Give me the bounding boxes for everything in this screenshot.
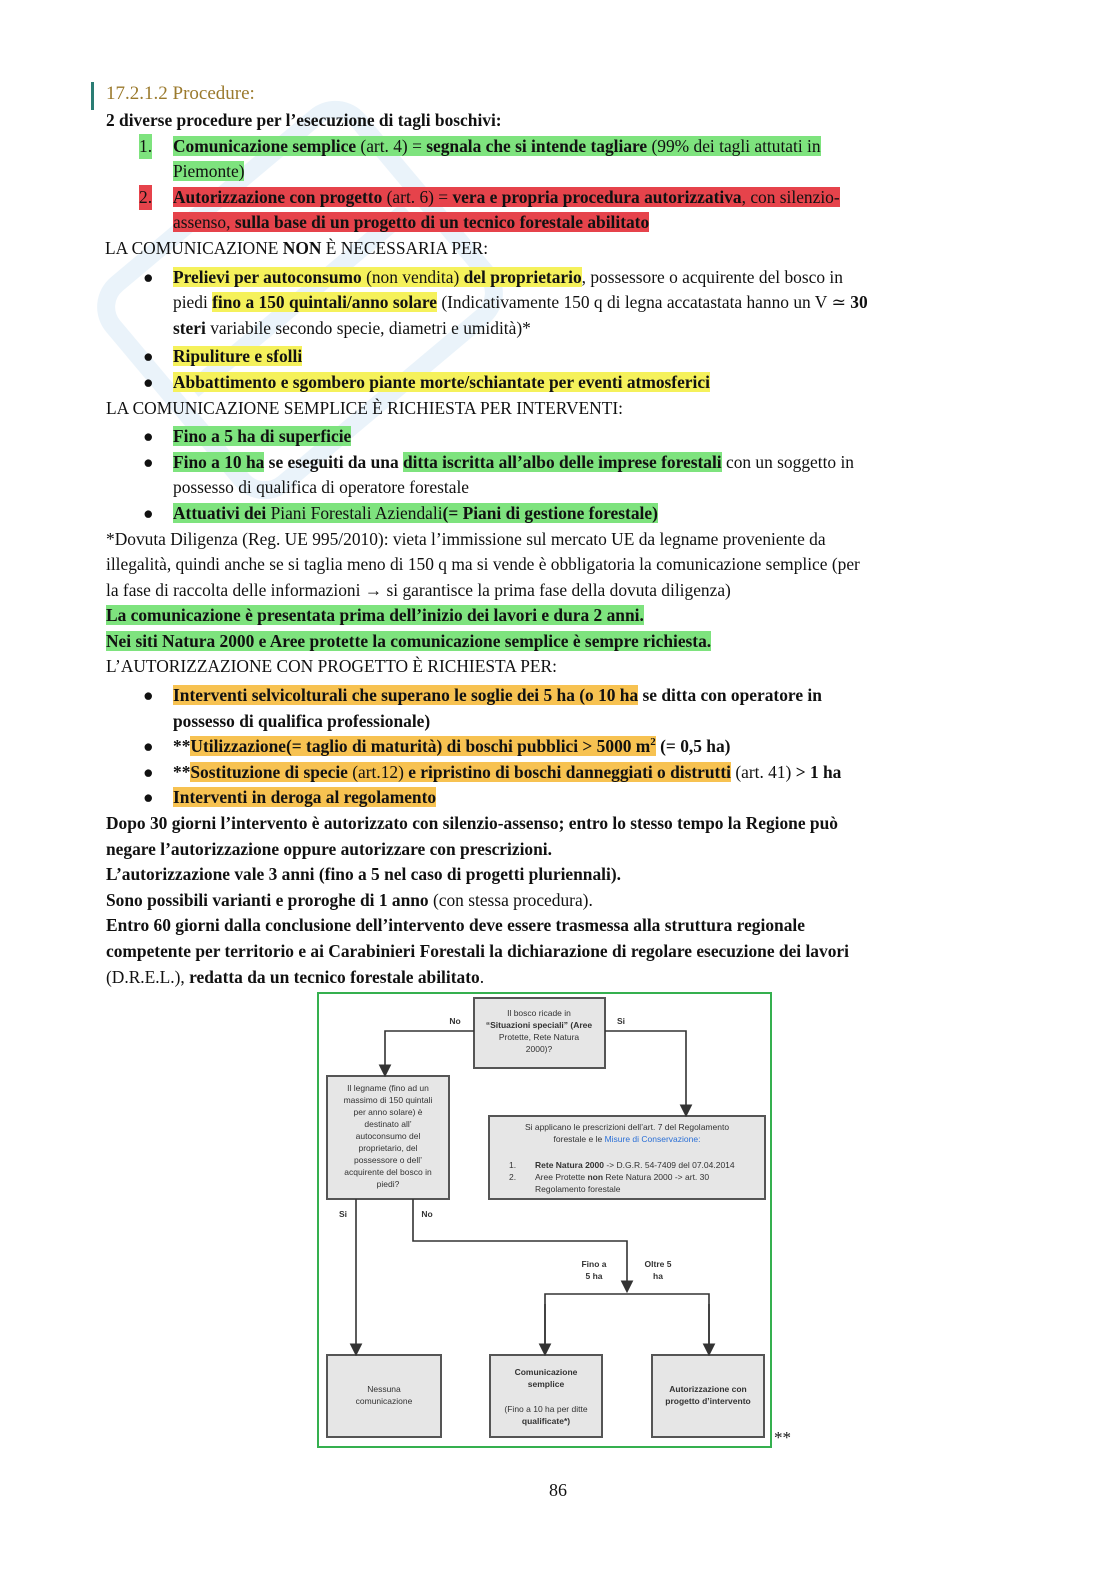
flow-text: possessore o dell’: [353, 1155, 423, 1165]
document-body: [106, 80, 1006, 990]
item-text: Fino a 5 ha di superficie: [173, 426, 352, 447]
procedure-desc: segnala che si intende tagliare: [426, 135, 648, 156]
figure-footnote-mark: **: [774, 1428, 791, 1447]
item-text: 30: [850, 292, 868, 313]
item-text: Prelievi per autoconsumo: [173, 266, 362, 287]
list-item: [106, 450, 1006, 501]
procedure-ref: (art. 4) =: [356, 135, 427, 156]
flow-label-fino: 5 ha: [585, 1271, 603, 1281]
item-text: (non vendita): [361, 266, 464, 287]
paragraph-line: L’autorizzazione vale 3 anni (fino a 5 nel caso di progetti pluriennali).: [106, 864, 621, 885]
list-item: [106, 424, 1006, 450]
bullet-icon: ●: [143, 266, 154, 287]
green-note: La comunicazione è presentata prima dell’inizio dei lavori e dura 2 anni.: [106, 605, 644, 626]
section-heading: [106, 80, 1006, 108]
item-text: Utilizzazione(= taglio di maturità) di boschi pubblici > 5000 m: [190, 736, 651, 757]
procedure-basis: sulla base di un progetto di un tecnico forestale abilitato: [234, 212, 650, 233]
item-text: (Indicativamente 150 q di legna accatastata hanno un V ≃: [436, 292, 851, 313]
list-item: [106, 370, 1006, 396]
flow-text: Autorizzazione con: [669, 1384, 747, 1394]
diligenza-line: *Dovuta Diligenza (Reg. UE 995/2010): vieta l’immissione sul mercato UE da legname proveniente da: [106, 528, 826, 549]
flow-text: -> D.G.R. 54-7409 del 07.04.2014: [603, 1160, 735, 1170]
flow-text: per anno solare) è: [353, 1107, 423, 1117]
flow-text: (Fino a 10 ha per ditte: [504, 1404, 588, 1414]
item-text: piedi: [173, 292, 213, 313]
flow-text: acquirente del bosco in: [344, 1167, 432, 1177]
item-text: (art. 41): [730, 761, 796, 782]
procedure-note-cont: assenso,: [173, 212, 235, 233]
bullet-icon: ●: [143, 736, 154, 757]
flow-text: massimo di 150 quintali: [343, 1095, 433, 1105]
item-text: se eseguiti da una: [264, 451, 403, 472]
flow-link-text: Misure di Conservazione:: [604, 1134, 701, 1144]
heading-text: 17.2.1.2 Procedure:: [106, 83, 255, 104]
list-item: [106, 501, 1006, 527]
paragraph-line: Entro 60 giorni dalla conclusione dell’intervento deve essere trasmessa alla struttura regionale: [106, 915, 805, 936]
procedure-desc: vera e propria procedura autorizzativa: [452, 186, 742, 207]
flow-text: proprietario, del: [358, 1143, 418, 1153]
bullet-icon: ●: [143, 502, 154, 523]
flow-text: Regolamento forestale: [535, 1184, 621, 1194]
paragraph-text: Sono possibili varianti e proroghe di 1 anno: [106, 889, 429, 910]
flow-text: Nessuna: [367, 1384, 401, 1394]
item-text: (= Piani di gestione forestale): [442, 502, 658, 523]
bullet-icon: ●: [143, 761, 154, 782]
flow-text: Si applicano le prescrizioni dell’art. 7 del Regolamento: [524, 1122, 730, 1132]
flow-text: 2000)?: [525, 1044, 553, 1054]
bullet-icon: ●: [143, 371, 154, 392]
procedure-note: (99% dei tagli attutati in: [647, 135, 821, 156]
flow-text: Comunicazione: [514, 1367, 578, 1377]
flow-label-fino: Fino a: [581, 1259, 607, 1269]
bullet-icon: ●: [143, 426, 154, 447]
procedure-note-cont: Piemonte): [173, 161, 245, 182]
flow-label-oltre: ha: [653, 1271, 663, 1281]
item-text: Interventi selvicolturali che superano le soglie dei 5 ha (o 10 ha: [173, 685, 639, 706]
flow-text: autoconsumo del: [355, 1131, 421, 1141]
item-text: variabile secondo specie, diametri e umidità)*: [205, 317, 531, 338]
procedure-ref: (art. 6) =: [382, 186, 453, 207]
flow-text: non: [587, 1172, 604, 1182]
list-item: [106, 785, 1006, 811]
item-text: se ditta con operatore in: [638, 685, 822, 706]
flow-label-si: Si: [338, 1209, 348, 1219]
item-text: Sostituzione di specie: [190, 761, 348, 782]
flow-text: semplice: [527, 1379, 565, 1389]
arrow-no: [385, 1031, 474, 1074]
procedure-title: Comunicazione semplice: [173, 135, 357, 156]
flow-label-no: No: [421, 1209, 433, 1219]
item-text: Piani Forestali Aziendali: [266, 502, 443, 523]
list-item: [106, 734, 1006, 760]
diligenza-line: illegalità, quindi anche se si taglia meno di 150 q ma si vende è obbligatoria la comunicazione semplice (per: [106, 554, 860, 575]
flow-text: Protette, Rete Natura: [498, 1032, 580, 1042]
flowchart-figure: [317, 992, 772, 1448]
branch-line: [545, 1294, 709, 1353]
list-number: 1.: [139, 134, 152, 160]
diligenza-line: la fase di raccolta delle informazioni → si garantisce la prima fase della dovuta diligenza): [106, 579, 731, 600]
arrow-si: [605, 1031, 686, 1114]
flow-label-no: No: [449, 1016, 461, 1026]
flowchart-svg: [319, 994, 770, 1446]
autorizzazione-title: L’AUTORIZZAZIONE CON PROGETTO È RICHIESTA PER:: [106, 656, 557, 677]
flow-text: 2.: [509, 1172, 517, 1182]
bullet-icon: ●: [143, 685, 154, 706]
title-part: È NECESSARIA PER:: [321, 237, 489, 258]
item-text: > 1 ha: [795, 761, 842, 782]
semplice-title: LA COMUNICAZIONE SEMPLICE È RICHIESTA PER INTERVENTI:: [106, 397, 623, 418]
flow-text: Il legname (fino ad un: [347, 1083, 429, 1093]
item-text: **: [173, 736, 191, 757]
flow-text: comunicazione: [355, 1396, 413, 1406]
flow-text: destinato all’: [364, 1119, 412, 1129]
procedure-note: , con silenzio-: [741, 186, 840, 207]
paragraph-text: .: [479, 966, 485, 987]
item-text: **: [173, 761, 191, 782]
procedure-item-1: [106, 134, 1006, 185]
svg-text:forestale e le Misure di Conse: [554, 1134, 701, 1144]
item-text: e ripristino di boschi danneggiati o distrutti: [408, 761, 731, 782]
svg-text:Aree Protette non Rete Natura: [535, 1172, 709, 1182]
flow-label-si: Si: [616, 1016, 626, 1026]
paragraph-line: competente per territorio e ai Carabinieri Forestali la dichiarazione di regolare esecuzione dei lavori: [106, 941, 849, 961]
green-note: Nei siti Natura 2000 e Aree protette la comunicazione semplice è sempre richiesta.: [106, 630, 712, 651]
item-text: fino a 150 quintali/anno solare: [212, 292, 437, 313]
flow-text: Rete Natura 2000 -> art. 30: [603, 1172, 710, 1182]
item-text: ditta iscritta all’albo delle imprese forestali: [403, 451, 722, 472]
item-text: (art.12): [347, 761, 409, 782]
item-text: Abbattimento e sgombero piante morte/schiantate per eventi atmosferici: [173, 371, 710, 392]
superscript: 2: [650, 736, 656, 749]
flow-text: “Situazioni speciali” (Aree: [485, 1020, 593, 1030]
list-item: [106, 760, 1006, 786]
item-text: Ripuliture e sfolli: [173, 346, 303, 367]
flow-text: Rete Natura 2000: [535, 1160, 604, 1170]
item-text: del proprietario: [463, 266, 582, 287]
list-item: [106, 683, 1006, 734]
intro-line: 2 diverse procedure per l’esecuzione di tagli boschivi:: [106, 110, 502, 130]
paragraph-text: (con stessa procedura).: [428, 889, 593, 910]
svg-text:Rete Natura 2000 -> D.G.R. 54-: [535, 1160, 735, 1170]
bullet-icon: ●: [143, 346, 154, 367]
flow-text: progetto d’intervento: [665, 1396, 751, 1406]
flow-text: Il bosco ricade in: [507, 1008, 571, 1018]
paragraph-line: Dopo 30 giorni l’intervento è autorizzato con silenzio-assenso; entro lo stesso tempo la Regione può: [106, 813, 838, 834]
item-text: , possessore o acquirente del bosco in: [581, 266, 843, 287]
heading-accent-bar: [91, 82, 94, 110]
bullet-icon: ●: [143, 451, 154, 472]
paragraph-text: redatta da un tecnico forestale abilitato: [189, 966, 480, 987]
item-text: (= 0,5 ha): [655, 736, 731, 757]
procedure-item-2: [106, 185, 1006, 236]
item-text: Interventi in deroga al regolamento: [173, 787, 437, 808]
title-part: LA COMUNICAZIONE: [105, 237, 283, 258]
flow-label-oltre: Oltre 5: [644, 1259, 672, 1269]
list-item: [106, 265, 1006, 342]
item-text: con un soggetto in: [721, 451, 854, 472]
procedure-title: Autorizzazione con progetto: [173, 186, 383, 207]
title-emphasis: NON: [282, 237, 322, 258]
flow-text: 1.: [509, 1160, 517, 1170]
flow-text: Aree Protette: [535, 1172, 588, 1182]
item-text: steri: [173, 317, 206, 338]
page-number: 86: [549, 1480, 567, 1500]
paragraph-text: (D.R.E.L.),: [106, 966, 190, 987]
item-text: possesso di qualifica di operatore forestale: [173, 477, 470, 498]
paragraph-line: negare l’autorizzazione oppure autorizzare con prescrizioni.: [106, 838, 552, 859]
flow-text: forestale e le: [553, 1134, 605, 1144]
non-necessaria-title: [105, 236, 1006, 262]
item-text: Fino a 10 ha: [173, 451, 265, 472]
flow-text: piedi?: [376, 1179, 400, 1189]
item-text: possesso di qualifica professionale): [173, 710, 431, 731]
list-number: 2.: [139, 185, 152, 211]
item-text: Attuativi dei: [173, 502, 267, 523]
flow-text: qualificate*): [521, 1416, 571, 1426]
list-item: [106, 344, 1006, 370]
bullet-icon: ●: [143, 787, 154, 808]
